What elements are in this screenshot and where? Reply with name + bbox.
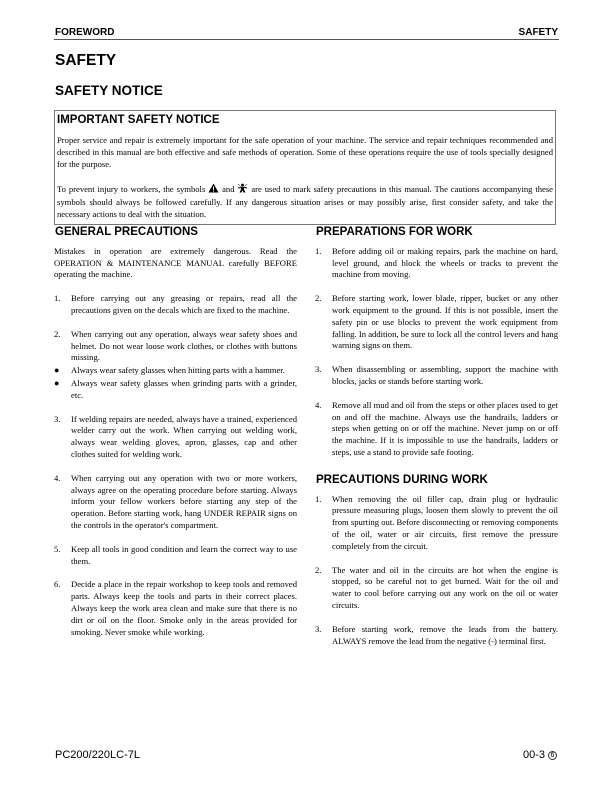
list-item bbox=[54, 544, 297, 568]
footer-page bbox=[523, 749, 557, 761]
list-text: Keep all tools in good condition and learn the correct way to use them. bbox=[71, 543, 297, 566]
list-text: Before starting work, lower blade, ripper, bucket or any other work equipment to the ground. If this is not possible, insert the safety pin or use blocks to prevent the work equipment from falling. In addition, be sure to lock all the control levers and hang warning signs on them. bbox=[332, 293, 558, 351]
revision-icon: 6 bbox=[548, 751, 557, 760]
list-text: Before adding oil or making repairs, park the machine on hard, level ground, and block the wheels or tracks to prevent the machine from moving. bbox=[332, 245, 558, 280]
list-marker: 3. bbox=[315, 364, 322, 375]
list-item bbox=[54, 414, 297, 461]
list-marker: 4. bbox=[54, 472, 61, 483]
caution-worker-icon bbox=[237, 183, 248, 197]
left-column bbox=[54, 227, 297, 650]
precautions-during-work-heading: PRECAUTIONS DURING WORK bbox=[316, 473, 488, 486]
list-item bbox=[315, 293, 558, 352]
page-subtitle: SAFETY NOTICE bbox=[55, 83, 163, 98]
list-item bbox=[54, 293, 297, 317]
header-section: FOREWORD bbox=[55, 27, 115, 38]
running-header bbox=[54, 26, 559, 40]
page-number: 00-3 bbox=[522, 749, 545, 761]
list-marker: 3. bbox=[54, 413, 61, 424]
list-item bbox=[315, 565, 558, 612]
bullet-item bbox=[54, 365, 297, 377]
list-marker: 6. bbox=[54, 579, 61, 590]
notice-title: IMPORTANT SAFETY NOTICE bbox=[57, 114, 220, 126]
list-text: Before starting work, remove the leads from the battery. ALWAYS remove the lead from the negative (-) terminal first. bbox=[332, 623, 558, 646]
list-marker: 2. bbox=[315, 564, 322, 575]
footer-model: PC200/220LC-7L bbox=[55, 749, 141, 761]
important-safety-notice-box bbox=[54, 110, 556, 225]
list-text: When removing the oil filler cap, drain plug or hydraulic pressure measuring plugs, loosen them slowly to prevent the oil from spurting out. Before disconnecting or removing components of the oil, water or air circuits, first remove the pressure completely from the circuit. bbox=[332, 493, 558, 551]
notice-text-and: and bbox=[222, 184, 235, 194]
list-marker: 5. bbox=[54, 543, 61, 554]
list-item bbox=[315, 364, 558, 388]
header-topic: SAFETY bbox=[518, 27, 558, 38]
notice-paragraph-2 bbox=[57, 183, 553, 220]
list-marker: 4. bbox=[315, 399, 322, 410]
list-item bbox=[315, 400, 558, 459]
bullet-icon: ● bbox=[54, 365, 60, 376]
warning-triangle-icon bbox=[208, 183, 219, 197]
list-text: The water and oil in the circuits are hot when the engine is stopped, so be careful not to get burned. Wait for the oil and water to cool before carrying out any work on the oil or water circuits. bbox=[332, 564, 558, 610]
list-marker: 3. bbox=[315, 623, 322, 634]
list-marker: 2. bbox=[54, 328, 61, 339]
list-text: When disassembling or assembling, support the machine with blocks, jacks or stands before starting work. bbox=[332, 364, 558, 386]
list-text: Remove all mud and oil from the steps or other places used to get on and off the machine. Always use the handrails, ladders or steps when getting on or off the machine. Never jump on or off the machine. If it is impossible to use the handrails, ladders or steps, use a stand to provide safe footing. bbox=[332, 399, 558, 457]
general-precautions-intro: Mistakes in operation are extremely dangerous. Read the OPERATION & MAINTENANCE MANUAL carefully BEFORE operating the machine. bbox=[54, 245, 297, 280]
list-text: When carrying out any operation with two or more workers, always agree on the operating procedure before starting. Always inform your fellow workers before starting any step of the operation. Before starting work, hang UNDER REPAIR signs on the controls in the operator's compartment. bbox=[71, 472, 297, 530]
list-marker: 2. bbox=[315, 293, 322, 304]
list-text: If welding repairs are needed, always have a trained, experienced welder carry out the work. When carrying out welding work, always wear welding gloves, apron, glasses, cap and other clothes suited for welding work. bbox=[71, 413, 297, 459]
manual-page bbox=[54, 0, 559, 792]
bullet-item bbox=[54, 378, 297, 402]
notice-paragraph-1: Proper service and repair is extremely important for the safe operation of your machine. The service and repair techniques recommended and described in this manual are both effective and safe methods of operation. Some of these operations require the use of tools specially designed for the purpose. bbox=[57, 135, 553, 169]
list-marker: 1. bbox=[315, 245, 322, 256]
list-item bbox=[54, 473, 297, 532]
list-item bbox=[315, 246, 558, 281]
notice-text-before: To prevent injury to workers, the symbols bbox=[57, 184, 206, 194]
preparations-for-work-heading: PREPARATIONS FOR WORK bbox=[316, 226, 473, 238]
list-text: Always wear safety glasses when grinding parts with a grinder, etc. bbox=[71, 377, 297, 400]
list-item bbox=[54, 579, 297, 638]
list-text: Always wear safety glasses when hitting parts with a hammer. bbox=[71, 365, 285, 376]
notice-text-after: are used to mark safety precautions in this manual. The cautions accompanying these symbols should always be followed carefully. If any dangerous situation arises or may possibly arise, first consider safety, and take the necessary actions to deal with the situation. bbox=[57, 184, 553, 219]
page-title: SAFETY bbox=[55, 52, 117, 69]
list-text: Decide a place in the repair workshop to keep tools and removed parts. Always keep the tools and parts in their correct places. Always keep the work area clean and make sure that there is no dirt or oil on the floor. Smoke only in the areas provided for smoking. Never smoke while working. bbox=[71, 579, 297, 637]
list-text: When carrying out any operation, always wear safety shoes and helmet. Do not wear loose work clothes, or clothes with buttons missing. bbox=[71, 328, 297, 363]
list-text: Before carrying out any greasing or repairs, read all the precautions given on the decals which are fixed to the machine. bbox=[71, 293, 297, 315]
general-precautions-heading: GENERAL PRECAUTIONS bbox=[55, 226, 198, 238]
bullet-icon: ● bbox=[54, 377, 60, 388]
list-marker: 1. bbox=[54, 293, 61, 304]
list-item bbox=[315, 624, 558, 648]
list-item bbox=[54, 329, 297, 364]
list-item bbox=[315, 494, 558, 553]
right-column bbox=[315, 227, 558, 659]
list-marker: 1. bbox=[315, 493, 322, 504]
